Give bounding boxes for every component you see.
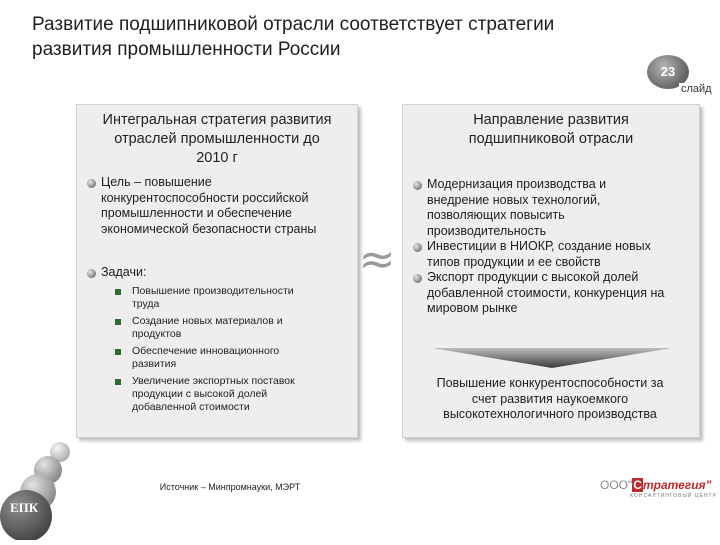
approx-equal-icon: ≈ bbox=[358, 234, 396, 285]
square-bullet-icon bbox=[115, 289, 121, 295]
direction-item: Экспорт продукции с высокой долей добавленной стоимости, конкуренция на мировом рынке bbox=[413, 270, 664, 317]
tasks-label: Задачи: bbox=[101, 265, 147, 279]
epk-logo bbox=[0, 440, 76, 540]
round-bullet-icon bbox=[413, 181, 422, 190]
direction-item: Модернизация производства и внедрение новых технологий, позволяющих повысить производительность bbox=[413, 177, 606, 239]
round-bullet-icon bbox=[413, 243, 422, 252]
task-item: Обеспечение инновационного развития bbox=[115, 345, 279, 371]
slide-label: слайд bbox=[681, 83, 712, 95]
square-bullet-icon bbox=[115, 319, 121, 325]
page-title: Развитие подшипниковой отрасли соответствует стратегии развития промышленности России bbox=[32, 14, 555, 60]
strategy-tagline: КОНСАЛТИНГОВЫЙ ЦЕНТР bbox=[630, 493, 717, 499]
right-panel-heading: Направление развития подшипниковой отрасли bbox=[468, 112, 634, 147]
goal-item: Цель – повышение конкурентоспособности российской промышленности и обеспечение экономической безопасности страны bbox=[87, 175, 316, 237]
task-item: Повышение производительности труда bbox=[115, 285, 294, 311]
left-panel-heading: Интегральная стратегия развития отраслей промышленности до 2010 г bbox=[102, 112, 332, 166]
slide-number: 23 bbox=[647, 55, 689, 89]
round-bullet-icon bbox=[87, 179, 96, 188]
conclusion-text: Повышение конкурентоспособности за счет развития наукоемкого высокотехнологичного производства bbox=[436, 376, 664, 421]
round-bullet-icon bbox=[87, 269, 96, 278]
round-bullet-icon bbox=[413, 274, 422, 283]
epk-spheres-icon bbox=[0, 440, 76, 540]
direction-item: Инвестиции в НИОКР, создание новых типов продукции и ее свойств bbox=[413, 239, 651, 270]
square-bullet-icon bbox=[115, 349, 121, 355]
epk-logo-text: ЕПК bbox=[10, 500, 39, 515]
task-item: Увеличение экспортных поставок продукции с высокой долей добавленной стоимости bbox=[115, 375, 295, 414]
square-bullet-icon bbox=[115, 379, 121, 385]
down-arrow-icon bbox=[432, 344, 672, 375]
task-item: Создание новых материалов и продуктов bbox=[115, 315, 283, 341]
slide-number-badge bbox=[645, 55, 712, 95]
strategy-logo: ООО"Стратегия" КОНСАЛТИНГОВЫЙ ЦЕНТР bbox=[600, 478, 717, 499]
tasks-label-item bbox=[87, 265, 146, 281]
integral-strategy-panel bbox=[76, 104, 358, 438]
source-note: Источник – Минпромнауки, МЭРТ bbox=[159, 482, 301, 492]
